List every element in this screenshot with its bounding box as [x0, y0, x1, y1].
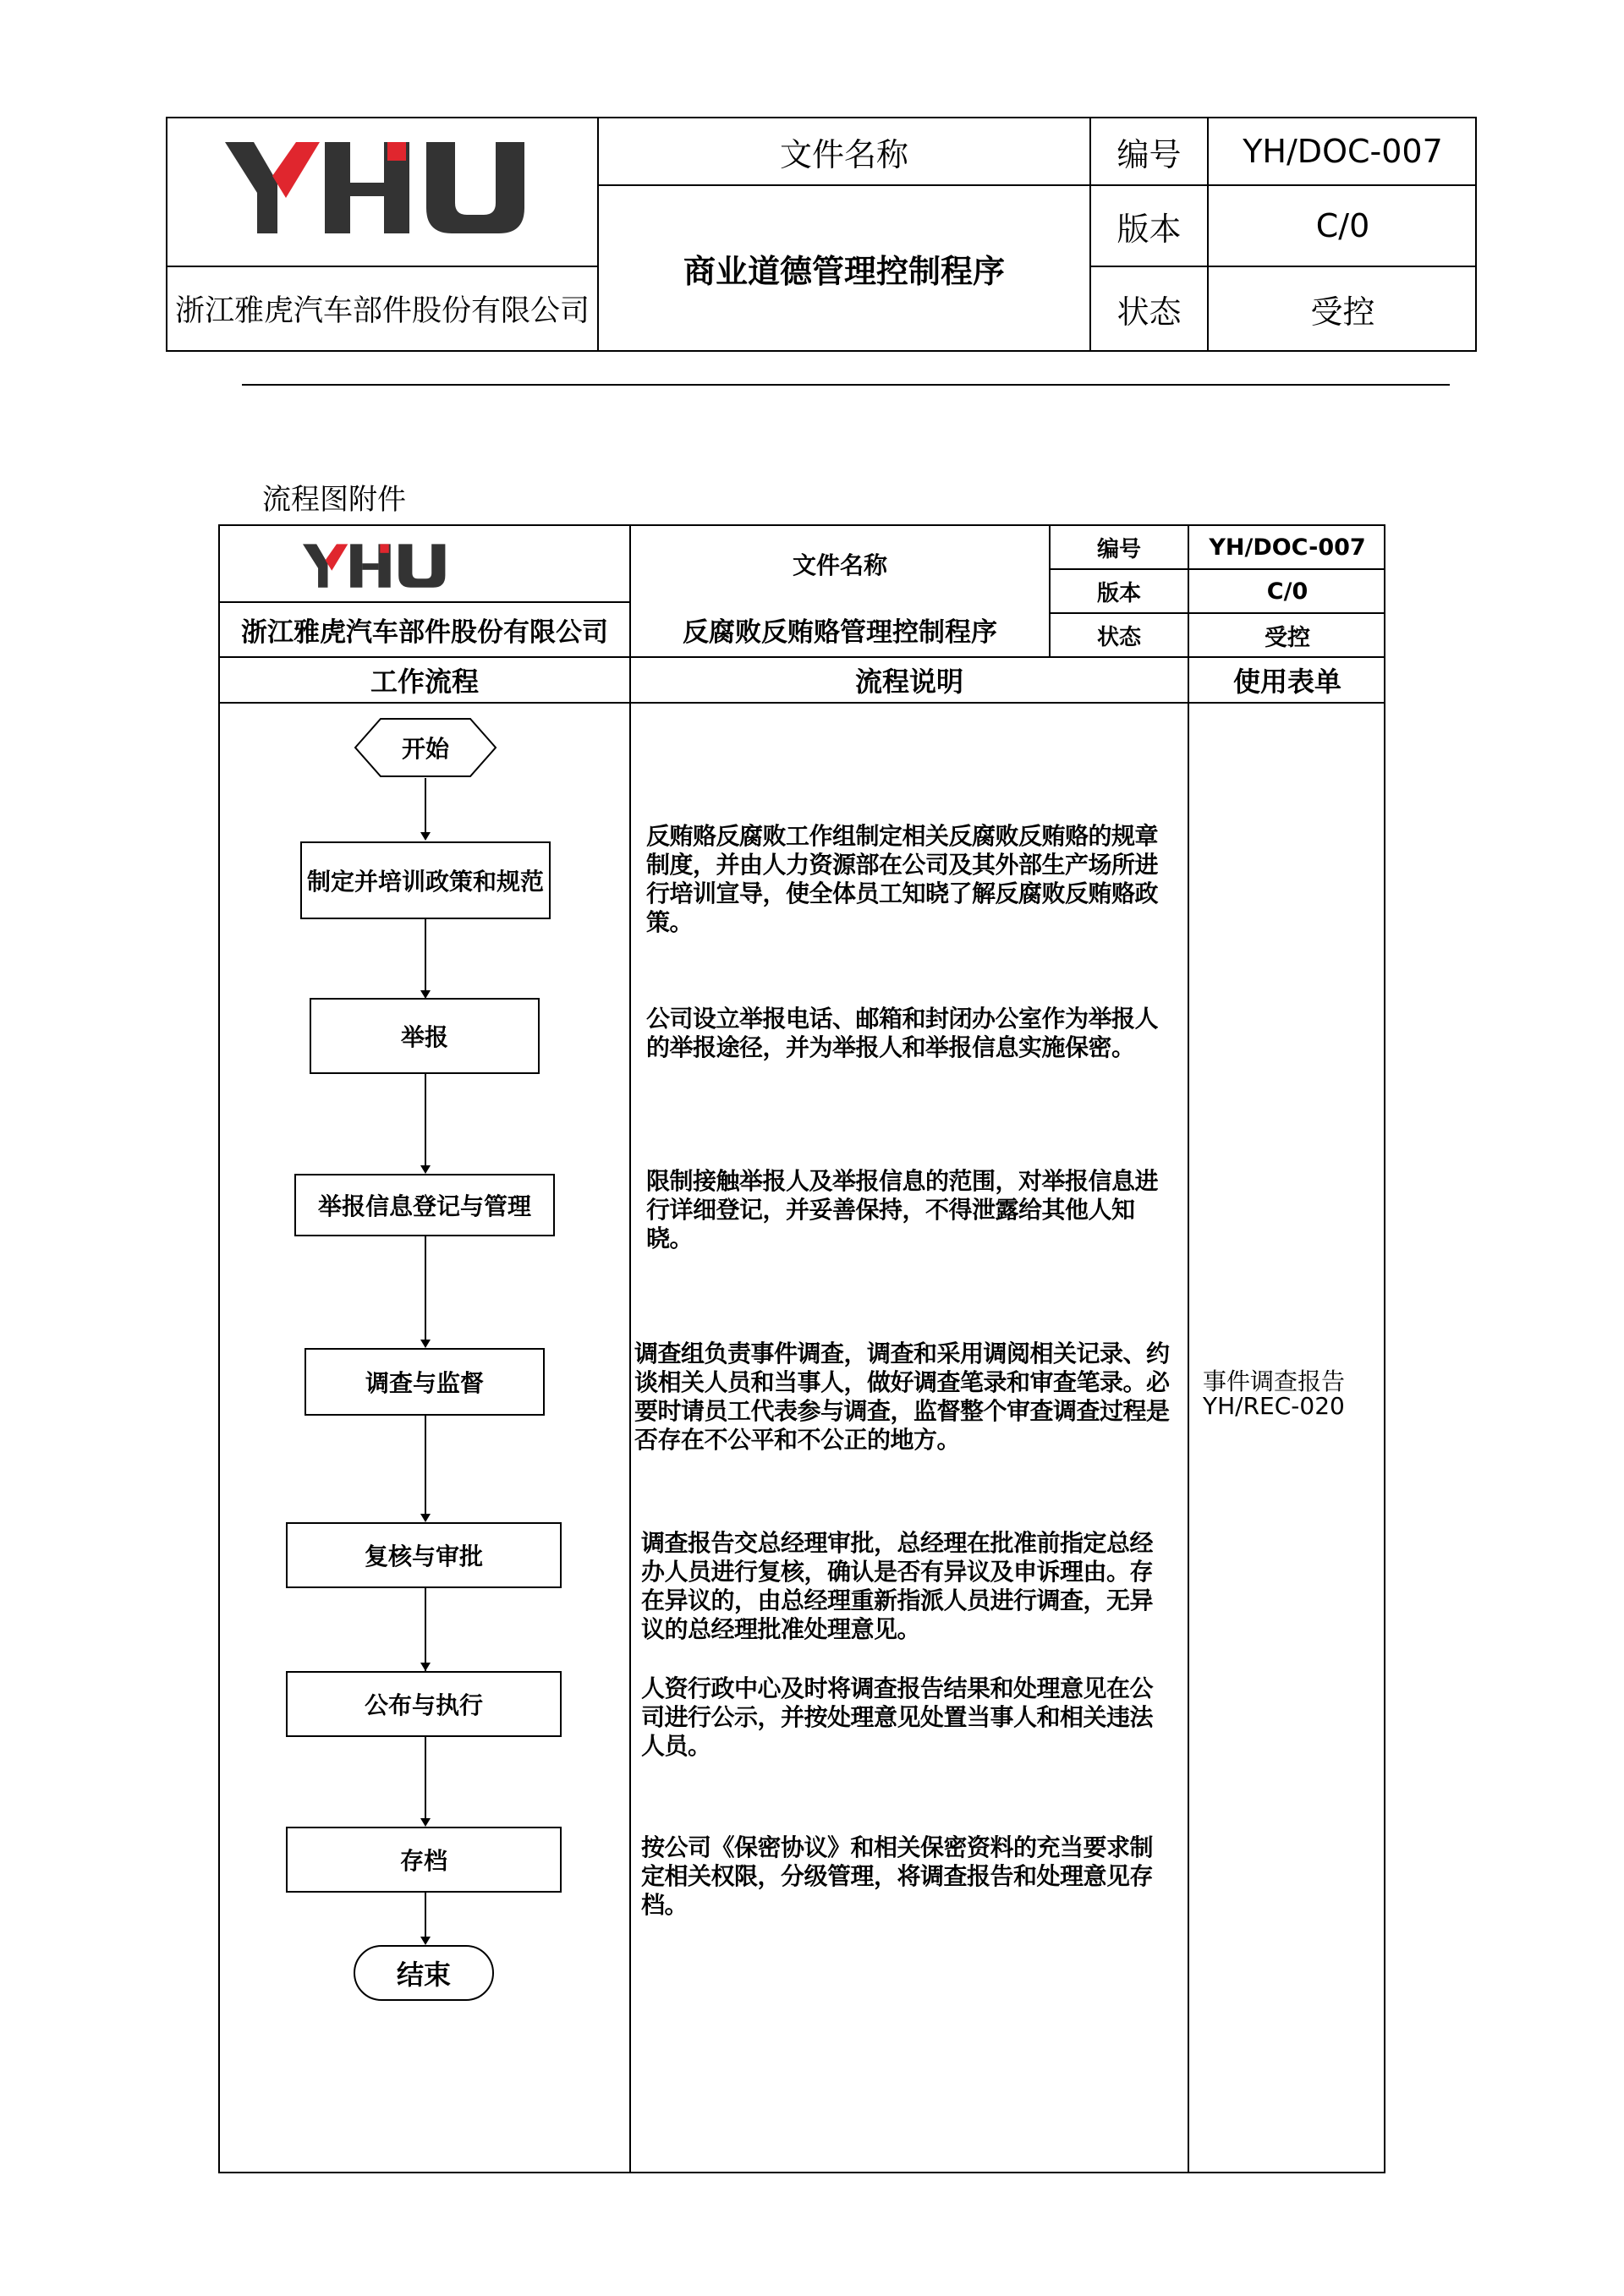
inner-file-name-label: 文件名称 — [792, 551, 887, 579]
inner-status-value: 受控 — [1265, 624, 1310, 651]
status-label: 状态 — [1116, 293, 1182, 331]
attachment-title: 流程图附件 — [262, 483, 406, 517]
inner-logo-graphic — [303, 536, 452, 597]
flow-step-investigate: 调查与监督 — [304, 1348, 545, 1416]
flow-step-archive: 存档 — [286, 1827, 562, 1893]
flow-start-label: 开始 — [401, 735, 449, 763]
number-label: 编号 — [1116, 135, 1182, 173]
flow-step-review: 复核与审批 — [286, 1522, 562, 1588]
number-value: YH/DOC-007 — [1243, 133, 1443, 170]
doc-title: 商业道德管理控制程序 — [683, 252, 1005, 290]
form-code: YH/REC-020 — [1203, 1392, 1345, 1420]
company-name: 浙江雅虎汽车部件股份有限公司 — [174, 294, 590, 328]
header-divider — [242, 384, 1450, 386]
flow-step-register: 举报信息登记与管理 — [294, 1174, 555, 1236]
desc-publish: 人资行政中心及时将调查报告结果和处理意见在公司进行公示，并按处理意见处置当事人和相关违法人员。 — [641, 1674, 1154, 1760]
col-header-forms: 使用表单 — [1232, 666, 1341, 698]
inner-doc-title: 反腐败反贿赂管理控制程序 — [683, 616, 997, 648]
version-label: 版本 — [1116, 210, 1182, 248]
desc-report: 公司设立举报电话、邮箱和封闭办公室作为举报人的举报途径，并为举报人和举报信息实施保密。 — [646, 1005, 1159, 1061]
col-header-flow: 工作流程 — [370, 666, 479, 698]
inner-version-value: C/0 — [1266, 578, 1309, 605]
file-name-label: 文件名称 — [779, 135, 908, 173]
inner-number-value: YH/DOC-007 — [1209, 534, 1366, 561]
desc-review: 调查报告交总经理审批，总经理在批准前指定总经办人员进行复核，确认是否有异议及申诉理由。存在异议的，由总经理重新指派人员进行调查，无异议的总经理批准处理意见。 — [641, 1529, 1154, 1643]
flow-end: 结束 — [354, 1945, 494, 2001]
flow-step-publish: 公布与执行 — [286, 1671, 562, 1737]
inner-company-name: 浙江雅虎汽车部件股份有限公司 — [241, 617, 608, 648]
version-value: C/0 — [1315, 207, 1370, 244]
form-name: 事件调查报告 — [1203, 1367, 1346, 1395]
inner-version-label: 版本 — [1096, 580, 1141, 606]
inner-status-label: 状态 — [1096, 624, 1141, 650]
flow-step-report: 举报 — [310, 998, 540, 1074]
inner-number-label: 编号 — [1096, 536, 1141, 562]
logo-graphic — [225, 139, 538, 240]
desc-policy: 反贿赂反腐败工作组制定相关反腐败反贿赂的规章制度，并由人力资源部在公司及其外部生产场所进行培训宣导，使全体员工知晓了解反腐败反贿赂政策。 — [646, 822, 1159, 936]
inner-logo — [303, 536, 452, 597]
desc-archive: 按公司《保密协议》和相关保密资料的充当要求制定相关权限，分级管理，将调查报告和处理意见存档。 — [641, 1833, 1154, 1919]
company-logo — [225, 139, 538, 240]
desc-investigate: 调查组负责事件调查，调查和采用调阅相关记录、约谈相关人员和当事人，做好调查笔录和审查笔录。必要时请员工代表参与调查，监督整个审查调查过程是否存在不公平和不公正的地方。 — [634, 1340, 1170, 1454]
flow-step-policy: 制定并培训政策和规范 — [300, 841, 551, 919]
desc-register: 限制接触举报人及举报信息的范围，对举报信息进行详细登记，并妥善保持，不得泄露给其他人知晓。 — [646, 1167, 1159, 1252]
status-value: 受控 — [1310, 293, 1375, 331]
col-header-desc: 流程说明 — [854, 666, 963, 698]
